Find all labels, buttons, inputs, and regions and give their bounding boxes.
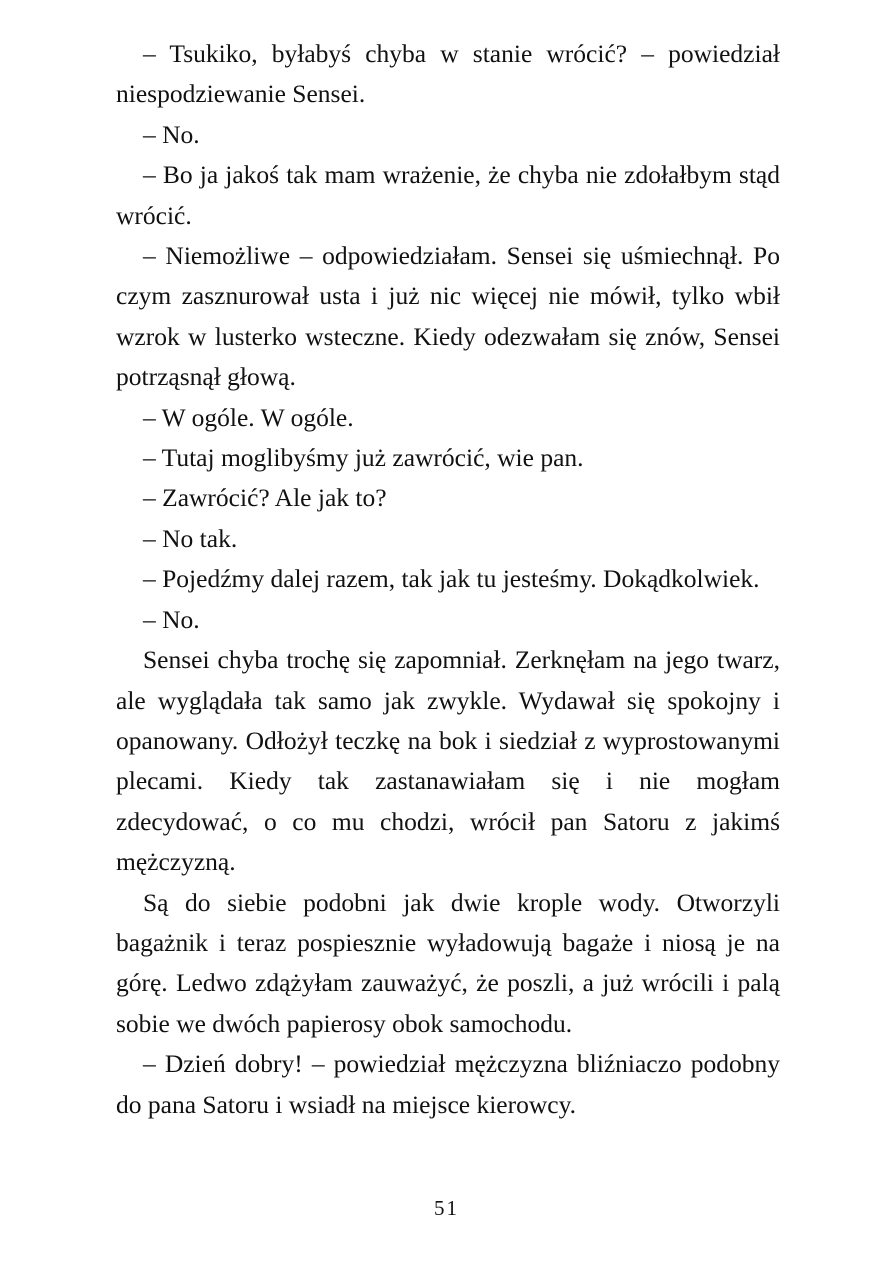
paragraph: – Zawrócić? Ale jak to?	[143, 483, 387, 513]
paragraph: – No tak.	[143, 523, 238, 553]
paragraph: – Niemożliwe – odpowiedziałam. Sensei się uśmiechnął. Po czym zasznurował usta i już nic więcej nie mówił, tylko wbił wzrok w lusterko wsteczne. Kiedy odezwałam się znów, Sensei potrząsnął głową.	[116, 241, 780, 392]
paragraph: – No.	[143, 119, 200, 149]
paragraph: – Tutaj moglibyśmy już zawrócić, wie pan.	[143, 443, 584, 473]
paragraph: – Bo ja jakoś tak mam wrażenie, że chyba nie zdołałbym stąd wrócić.	[116, 160, 780, 230]
page-text	[116, 34, 780, 1125]
page-number: 51	[434, 1196, 459, 1220]
paragraph: – W ogóle. W ogóle.	[143, 402, 354, 432]
paragraph: Sensei chyba trochę się zapomniał. Zerknęłam na jego twarz, ale wyglądała tak samo jak zwykle. Wydawał się spokojny i opanowany. Odłożył teczkę na bok i siedział z wyprostowanymi plecami. Kiedy tak zastanawiałam się i nie mogłam zdecydować, o co mu chodzi, wrócił pan Satoru z jakimś mężczyzną.	[116, 645, 780, 877]
paragraph: – Tsukiko, byłabyś chyba w stanie wrócić? – powiedział niespodziewanie Sensei.	[116, 39, 780, 109]
paragraph: – Dzień dobry! – powiedział mężczyzna bliźniaczo podobny do pana Satoru i wsiadł na miejsce kierowcy.	[116, 1049, 780, 1119]
paragraph: Są do siebie podobni jak dwie krople wody. Otworzyli bagażnik i teraz pospiesznie wyładowują bagaże i niosą je na górę. Ledwo zdążyłam zauważyć, że poszli, a już wrócili i palą sobie we dwóch papierosy obok samochodu.	[116, 887, 780, 1038]
paragraph: – Pojedźmy dalej razem, tak jak tu jesteśmy. Dokądkolwiek.	[143, 564, 760, 594]
paragraph: – No.	[143, 604, 200, 634]
